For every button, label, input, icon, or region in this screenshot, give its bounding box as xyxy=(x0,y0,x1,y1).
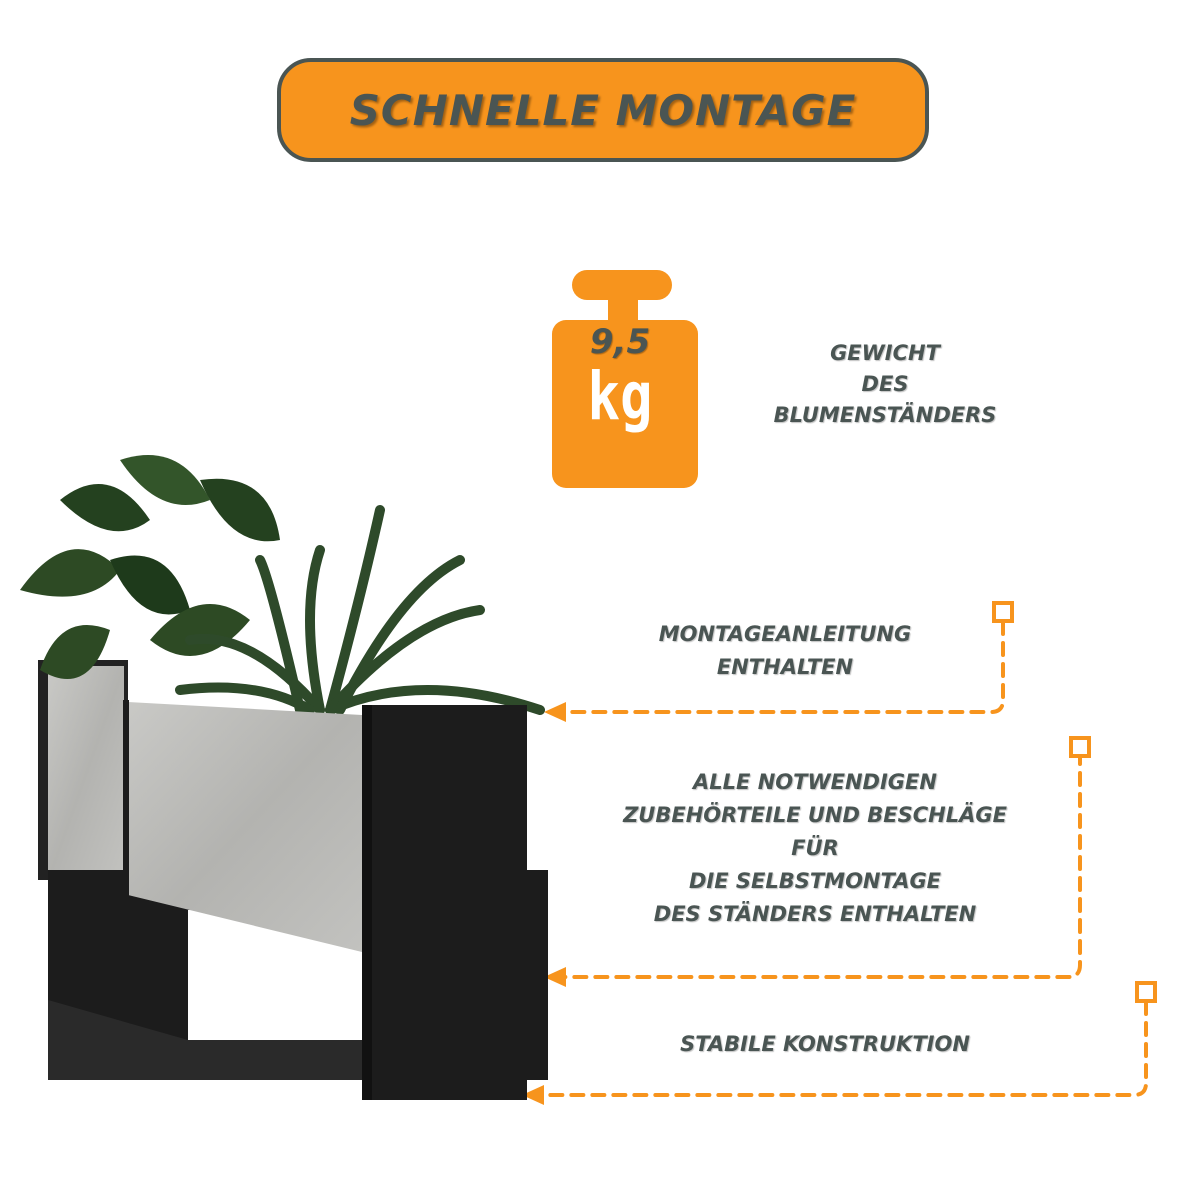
weight-label xyxy=(730,338,1040,431)
weight-label-line: BLUMENSTÄNDERS xyxy=(773,403,997,427)
feature-line: DIE SELBSTMONTAGE xyxy=(688,869,942,893)
feature-line: ALLE NOTWENDIGEN xyxy=(693,770,937,794)
arrow-anchor-square xyxy=(994,603,1012,621)
title-banner xyxy=(277,58,929,162)
feature-line: FÜR xyxy=(791,836,839,860)
weight-value: 9,5 xyxy=(589,322,651,362)
arrow-anchor-square xyxy=(1071,738,1089,756)
planter-illustration xyxy=(0,440,560,1120)
weight-unit: kg xyxy=(587,358,653,435)
feature-line: ZUBEHÖRTEILE UND BESCHLÄGE xyxy=(623,803,1007,827)
weight-label-line: DES xyxy=(861,372,909,396)
weight-label-line: GEWICHT xyxy=(830,341,940,365)
feature-line: STABILE KONSTRUKTION xyxy=(680,1032,970,1056)
feature-line: ENTHALTEN xyxy=(716,655,854,679)
arrow-anchor-square xyxy=(1137,983,1155,1001)
feature-line: DES STÄNDERS ENTHALTEN xyxy=(653,902,977,926)
feature-line: MONTAGEANLEITUNG xyxy=(658,622,912,646)
page-title: SCHNELLE MONTAGE xyxy=(349,85,857,135)
feature-stable-construction xyxy=(620,1028,1030,1061)
feature-accessories xyxy=(555,766,1075,931)
feature-assembly-instructions xyxy=(600,618,970,684)
